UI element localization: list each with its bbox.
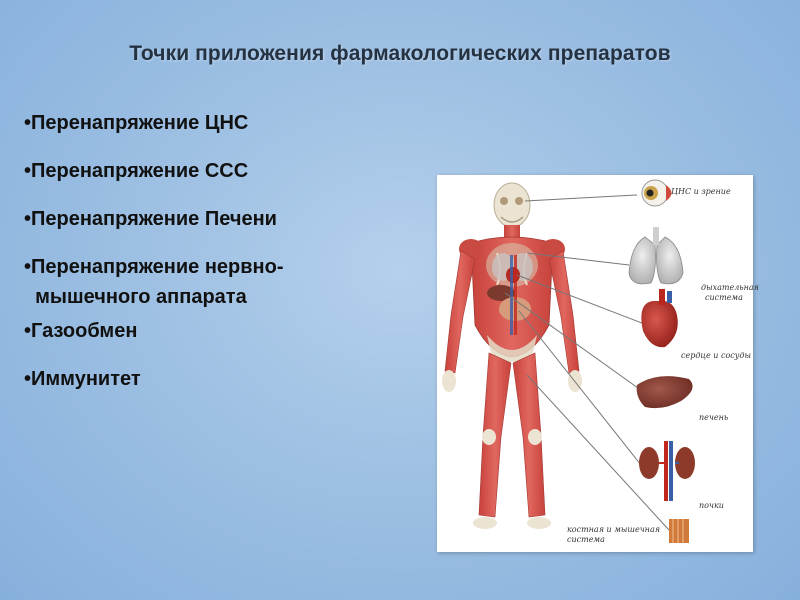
bullet-neuromuscular: •Перенапряжение нервно- xyxy=(24,256,284,278)
bullet-gas-exchange: •Газообмен xyxy=(24,320,138,342)
label-respiratory-1: дыхательная xyxy=(701,283,759,292)
bullet-immunity: •Иммунитет xyxy=(24,368,141,390)
human-body-figure xyxy=(442,183,582,529)
label-heart: сердце и сосуды xyxy=(681,351,751,360)
label-kidneys: почки xyxy=(699,501,724,510)
muscle-fiber-icon xyxy=(669,519,689,543)
heart-icon xyxy=(641,289,677,347)
slide-title: Точки приложения фармакологических препаратов xyxy=(129,42,671,65)
eye-icon xyxy=(642,180,672,206)
kidneys-icon xyxy=(639,441,695,501)
lungs-icon xyxy=(629,227,683,284)
label-liver: печень xyxy=(699,413,729,422)
anatomy-illustration xyxy=(437,175,753,552)
bullet-neuromuscular-cont: мышечного аппарата xyxy=(24,286,247,308)
bullet-cvs: •Перенапряжение ССС xyxy=(24,160,249,182)
anatomy-figure xyxy=(437,175,759,552)
bullet-liver: •Перенапряжение Печени xyxy=(24,208,277,230)
label-musculo-1: костная и мышечная xyxy=(567,525,661,534)
liver-icon xyxy=(637,376,693,408)
label-cns: ЦНС и зрение xyxy=(671,187,731,196)
label-respiratory-2: система xyxy=(705,293,743,302)
bullet-cns: •Перенапряжение ЦНС xyxy=(24,112,249,134)
label-musculo-2: система xyxy=(567,535,605,544)
